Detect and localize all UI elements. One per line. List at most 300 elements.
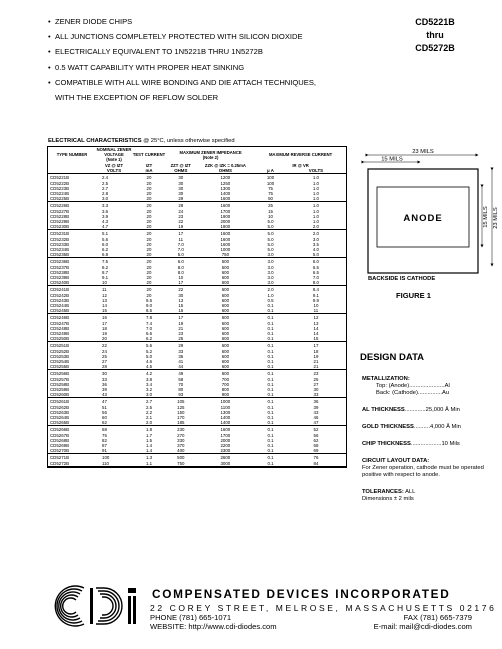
table-row [48,202,346,209]
izt-cell: 2.7 [145,399,153,405]
ir-unit: µ A [255,168,286,174]
type-cell: CD5229B [50,218,70,224]
phone-number: PHONE (781) 665-1071 [150,613,232,622]
ir-cell: 0.5 [267,297,274,303]
zzk-cell: 1600 [220,241,231,247]
vz-cell: 68 [102,427,107,433]
zzk-cell: 1600 [196,196,256,202]
type-cell: CD5269B [50,443,70,449]
type-cell: CD5237B [50,264,70,270]
zzt-cell: 22 [178,218,184,224]
vr-cell: 1.0 [312,185,319,191]
ir-cell: 1.0 [267,292,274,298]
zzt-cell: 7.0 [177,241,184,247]
ir-cell: 0.1 [267,399,274,405]
zzt-cell: 30 [178,175,184,181]
vr-cell: 56 [313,432,319,438]
vr-cell: 6.0 [312,259,319,265]
izt-cell: 4.6 [145,359,153,365]
zzk-cell: 2200 [220,443,231,449]
type-cell: CD5266B [50,427,70,433]
ir-cell: 0.1 [267,315,274,321]
zzt-cell: 30 [178,292,184,298]
al-thickness: AL THICKNESS.............25,000 Å Min [362,407,460,413]
vr-cell: 6.5 [312,264,319,270]
vr-cell: 1.0 [312,203,319,209]
zzt-cell: 370 [177,443,185,449]
zzk-cell: 600 [221,274,230,280]
vr-cell: 46 [313,415,319,421]
vz-cell: 60 [102,415,107,421]
zzt-cell: 30 [178,185,184,191]
vr-cell: 52 [313,427,319,433]
zzk-cell: 1900 [196,224,256,230]
type-cell: CD5268B [50,437,70,443]
ir-cell: 0.1 [267,387,274,393]
izt-cell: 1.4 [132,448,166,454]
circuit-layout: CIRCUIT LAYOUT DATA: For Zener operation, cathode must be operated positive with respect to anode. [362,458,484,478]
ir-cell: 3.0 [267,264,274,270]
ir-cell: 2.0 [267,287,274,293]
zzt-cell: 750 [166,461,196,467]
zzt-cell: 400 [166,448,196,454]
vz-cell: 3.3 [102,203,109,209]
ir-cell: 75 [268,185,273,191]
outer-dimension [368,149,478,155]
zzk-cell: 600 [196,280,256,286]
vr-cell: 25 [313,376,319,382]
zzt-cell: 17 [178,231,184,237]
izt-cell: 2.0 [132,420,166,426]
type-cell: CD5252B [50,348,70,354]
ir-cell: 0.1 [267,455,274,461]
ir-cell: 3.0 [267,274,274,280]
ir-cell: 0.1 [267,381,274,387]
zzk-cell: 2000 [220,218,231,224]
ir-cell: 75 [268,190,273,196]
zzk-cell: 600 [221,353,230,359]
type-cell: CD5259B [50,387,70,393]
zzt-cell: 7.0 [177,246,184,252]
zzt-cell: 70 [178,381,184,387]
contact-info [150,614,472,631]
zzt-cell: 28 [178,203,184,209]
table-row [48,286,346,293]
ir-cell: 0.1 [255,448,286,454]
ir-cell: 0.1 [267,359,274,365]
ir-cell: 5.0 [267,246,274,252]
vr-cell: 5.0 [286,252,346,258]
zzt-cell: 15 [178,302,184,308]
izt-cell: 3.4 [145,381,153,387]
ir-cell: 0.1 [255,308,286,314]
izt-cell: 2.1 [145,415,153,421]
chip-thickness: CHIP THICKNESS...................10 Mils [362,441,460,447]
ir-cell: 0.1 [255,336,286,342]
zzk-cell: 600 [221,302,230,308]
zzk-cell: 1300 [220,409,231,415]
vz-cell: 9.1 [102,274,109,280]
table-group [48,342,346,370]
zzk-cell: 1250 [220,180,231,186]
ir-cell: 3.0 [267,259,274,265]
izt-cell: 20 [146,292,152,298]
izt-cell: 20 [146,218,152,224]
ir-cell: 0.1 [255,392,286,398]
svg-text:15 MILS: 15 MILS [381,156,403,163]
zzk-cell: 750 [196,252,256,258]
part-range-thru: thru [426,30,444,40]
izt-cell: 20 [146,203,152,209]
zzt-cell: 19 [178,320,184,326]
vz-cell: 4.3 [102,218,109,224]
izt-cell: 2.5 [145,404,153,410]
vr-cell: 33 [286,392,346,398]
zzk-cell: 600 [221,343,230,349]
vr-cell: 1.0 [312,218,319,224]
type-cell: CD5250B [48,336,96,342]
zener-header: NOMINAL ZENER VOLTAGE (Note 1) [96,147,132,163]
type-cell: CD5267B [50,432,70,438]
izt-cell: 3.8 [145,376,153,382]
ir-cell: 0.1 [255,420,286,426]
vr-cell: 68 [313,443,319,449]
zzk-cell: 1300 [220,185,231,191]
type-cell: CD5221B [50,175,70,181]
zzk-cell: 2000 [220,437,231,443]
vr-cell: 15 [286,336,346,342]
vz-cell: 87 [102,443,107,449]
vz-cell: 27 [102,359,107,365]
zzt-cell: 6.0 [177,259,184,265]
vz-cell: 2.5 [102,180,109,186]
vz-cell: 6.8 [96,252,132,258]
zzt-cell: 270 [177,432,185,438]
metallization-back: Back: (Cathode)...............Au [376,390,450,396]
zzk-cell: 2600 [220,455,231,461]
type-header: TYPE NUMBER [56,152,88,158]
ir-cell: 0.1 [267,376,274,382]
type-cell: CD5257B [50,376,70,382]
zzk-cell: 2300 [196,448,256,454]
type-cell: CD5263B [50,409,70,415]
izt-cell: 6.6 [145,331,153,336]
inner-dimension [364,157,420,163]
zzk-cell: 900 [196,392,256,398]
zzk-cell: 1400 [220,415,231,421]
zzk-cell: 1600 [220,203,231,209]
zzt-cell: 19 [166,224,196,230]
izt-cell: 20 [146,246,152,252]
svg-text:23 MILS: 23 MILS [493,207,499,229]
design-data [362,376,502,513]
vr-cell: 1.0 [312,213,319,219]
vr-cell: 69 [286,448,346,454]
ir-cell: 0.1 [267,371,274,377]
type-cell: CD5255B [48,364,96,370]
zzt-cell: 58 [178,376,184,382]
vr-cell: 43 [313,409,319,415]
izt-cell: 8.5 [132,308,166,314]
table-group [48,230,346,258]
zzt-cell: 330 [177,437,185,443]
vr-cell: 39 [313,404,319,410]
izt-cell: 20 [146,287,152,293]
zzt-cell: 13 [178,297,184,303]
zzt-cell: 24 [178,208,184,214]
izt-cell: 20 [146,269,152,275]
vr-cell: 11 [286,308,346,314]
type-cell: CD5246B [50,315,70,321]
zzt-unit: OHMS [166,168,196,174]
type-cell: CD5248B [50,325,70,331]
vz-cell: 43 [96,392,132,398]
izt-cell: 20 [146,180,152,186]
type-cell: CD5238B [50,269,70,275]
zzk-cell: 600 [196,308,256,314]
type-cell: CD5234B [50,246,70,252]
vr-cell: 18 [313,348,319,354]
zzt-cell: 150 [177,409,185,415]
type-cell: CD5272B [48,461,96,467]
ir-cell: 5.0 [267,236,274,242]
electrical-condition: @ 25°C, unless otherwise specified [143,138,235,144]
ir-cell: 0.1 [267,415,274,421]
zzt-cell: 44 [166,364,196,370]
zzk-cell: 1600 [220,231,231,237]
part-range [400,16,470,55]
type-cell: CD5225B [48,196,96,202]
zzk-cell: 600 [221,371,230,377]
vr-cell: 21 [286,364,346,370]
type-cell: CD5239B [50,274,70,280]
vz-cell: 22 [102,343,107,349]
ir-cell: 5.0 [267,218,274,224]
zzk-cell: 1400 [196,420,256,426]
vr-cell: 3.5 [312,241,319,247]
zzt-cell: 17 [178,315,184,321]
ir-cell: 0.1 [267,353,274,359]
izt-cell: 5.2 [145,348,153,354]
vr-cell: 13 [313,320,319,326]
izt-cell: 2.2 [145,409,153,415]
zzt-cell: 105 [177,399,185,405]
izt-cell: 20 [132,196,166,202]
izt-cell: 7.8 [145,315,153,321]
table-group [48,314,346,342]
izt-cell: 20 [146,213,152,219]
vz-cell: 3.9 [102,213,109,219]
izt-cell: 1.1 [132,461,166,467]
zzk-cell: 1200 [220,175,231,181]
table-group [48,426,346,454]
type-cell: CD5254B [50,359,70,365]
ir-cell: 0.1 [267,302,274,308]
vr-cell: 9.1 [312,292,319,298]
type-cell: CD5253B [50,353,70,359]
vz-cell: 28 [96,364,132,370]
table-row [48,426,346,433]
ir-cell: 0.1 [255,364,286,370]
zzk-cell: 600 [221,348,230,354]
izt-cell: 5.0 [145,353,153,359]
zzt-cell: 17 [166,280,196,286]
ir-cell: 0.1 [267,404,274,410]
zzt-cell: 93 [166,392,196,398]
izt-cell: 20 [146,241,152,247]
zzk-cell: 600 [221,287,230,293]
table-row [48,461,346,467]
ir-cell: 0.1 [267,409,274,415]
gold-thickness: GOLD THICKNESS..........4,000 Å Min [362,424,461,430]
table-row [48,174,346,181]
zzt-cell: 5.0 [166,252,196,258]
electrical-title [48,138,235,144]
izt-cell: 7.0 [145,325,153,331]
vz-cell: 10 [96,280,132,286]
vz-cell: 3.0 [96,196,132,202]
ir-cell: 100 [266,180,275,186]
vz-cell: 56 [102,409,107,415]
vz-unit: VOLTS [96,168,132,174]
impedance-header: MAXIMUM ZENER IMPEDANCE (Note 2) [179,149,242,160]
zzt-cell: 11 [178,236,184,242]
table-row [48,398,346,405]
part-range-end: CD5272B [415,43,455,53]
zzt-cell: 22 [178,287,184,293]
vr-cell: 3.0 [312,236,319,242]
website-link[interactable]: WEBSITE: http://www.cdi-diodes.com [150,621,277,631]
type-cell: CD5243B [50,297,70,303]
ir-cell: 15 [268,208,273,214]
vz-cell: 39 [102,387,107,393]
zzk-cell: 600 [221,325,230,331]
vr-cell: 36 [313,399,319,405]
type-cell: CD5228B [50,213,70,219]
ir-cell: 0.1 [267,325,274,331]
table-group [48,454,346,466]
feature-item: • 0.5 WATT CAPABILITY WITH PROPER HEAT SINKING [48,60,358,75]
type-cell: CD5224B [50,190,70,196]
vr-cell: 1.0 [312,175,319,181]
vr-cell: 10 [313,302,319,308]
vz-cell: 16 [102,315,107,321]
zzt-cell: 29 [178,343,184,349]
vr-cell: 7.0 [312,274,319,280]
type-cell: CD5227B [50,208,70,214]
zzt-cell: 23 [178,331,184,336]
svg-text:15 MILS: 15 MILS [483,206,489,228]
vr-cell: 2.0 [286,224,346,230]
vz-cell: 6.2 [102,246,109,252]
type-cell: CD5249B [50,331,70,336]
table-row [48,230,346,237]
reverse-header: MAXIMUM REVERSE CURRENT [268,152,333,158]
backside-note: BACKSIDE IS CATHODE [368,276,436,282]
ir-cell: 0.1 [267,331,274,336]
zzk-cell: 600 [221,320,230,326]
feature-list [48,14,358,105]
ir-cell: 3.0 [267,269,274,275]
vz-cell: 47 [102,399,107,405]
feature-continuation: WITH THE EXCEPTION OF REFLOW SOLDER [55,93,219,103]
zzt-cell: 29 [166,196,196,202]
vz-cell: 8.7 [102,269,109,275]
svg-text:23 MILS: 23 MILS [412,149,434,155]
vr-cell: 19 [313,353,319,359]
zzt-cell: 16 [166,308,196,314]
vr-cell: 8.4 [312,287,319,293]
vz-cell: 30 [102,371,107,377]
zzk-cell: 1100 [220,404,231,410]
zzk-cell: 600 [196,336,256,342]
vz-cell: 8.2 [102,264,109,270]
vz-symbol: VZ @ IZT [104,162,124,168]
ir-cell: 3.0 [255,280,286,286]
table-group [48,174,346,202]
ir-cell: 3.0 [255,252,286,258]
type-cell: CD5247B [50,320,70,326]
vz-cell: 62 [96,420,132,426]
vz-cell: 4.7 [96,224,132,230]
ir-cell: 25 [268,203,273,209]
izt-cell: 9.5 [145,297,153,303]
zzk-symbol: ZZK @ IZK = 0.25mA [204,162,246,168]
zzt-cell: 80 [178,387,184,393]
vz-cell: 17 [102,320,107,326]
zzk-cell: 1000 [220,399,231,405]
zzk-cell: 800 [221,387,230,393]
vr-cell: 1.0 [286,196,346,202]
type-cell: CD5251B [50,343,70,349]
vz-cell: 75 [102,432,107,438]
table-row [48,454,346,461]
ir-cell: 0.1 [255,461,286,467]
izt-cell: 20 [146,236,152,242]
zzt-cell: 25 [166,336,196,342]
zzt-cell: 33 [178,348,184,354]
type-cell: CD5226B [50,203,70,209]
vr-cell: 2.0 [312,231,319,237]
zzk-cell: 600 [221,331,230,336]
feature-item: • ELECTRICALLY EQUIVALENT TO 1N5221B THRU 1N5272B [48,44,358,59]
type-cell: CD5265B [48,420,96,426]
ir-symbol: IR @ VR [292,162,309,168]
current-header: TEST CURRENT [132,152,166,158]
type-cell: CD5242B [50,292,70,298]
design-data-title: DESIGN DATA [360,352,425,363]
zzk-cell: 1400 [220,190,231,196]
vr-cell: 21 [313,359,319,365]
izt-unit: mA [132,168,166,174]
ir-cell: 0.1 [267,343,274,349]
type-cell: CD5245B [48,308,96,314]
vz-cell: 33 [102,376,107,382]
email-link[interactable]: E-mail: mail@cdi-diodes.com [373,621,472,631]
vr-cell: 76 [313,455,319,461]
feature-item: • COMPATIBLE WITH ALL WIRE BONDING AND DIE ATTACH TECHNIQUES, [48,75,358,90]
zzk-cell: 1000 [220,246,231,252]
vz-cell: 2.4 [102,175,109,181]
izt-cell: 3.0 [132,392,166,398]
zzk-cell: 600 [221,315,230,321]
zzt-cell: 49 [178,371,184,377]
zzt-cell: 35 [178,353,184,359]
zzk-cell: 700 [221,381,230,387]
type-cell: CD5264B [50,415,70,421]
vr-cell: 17 [313,343,319,349]
zzt-cell: 10 [178,274,184,280]
